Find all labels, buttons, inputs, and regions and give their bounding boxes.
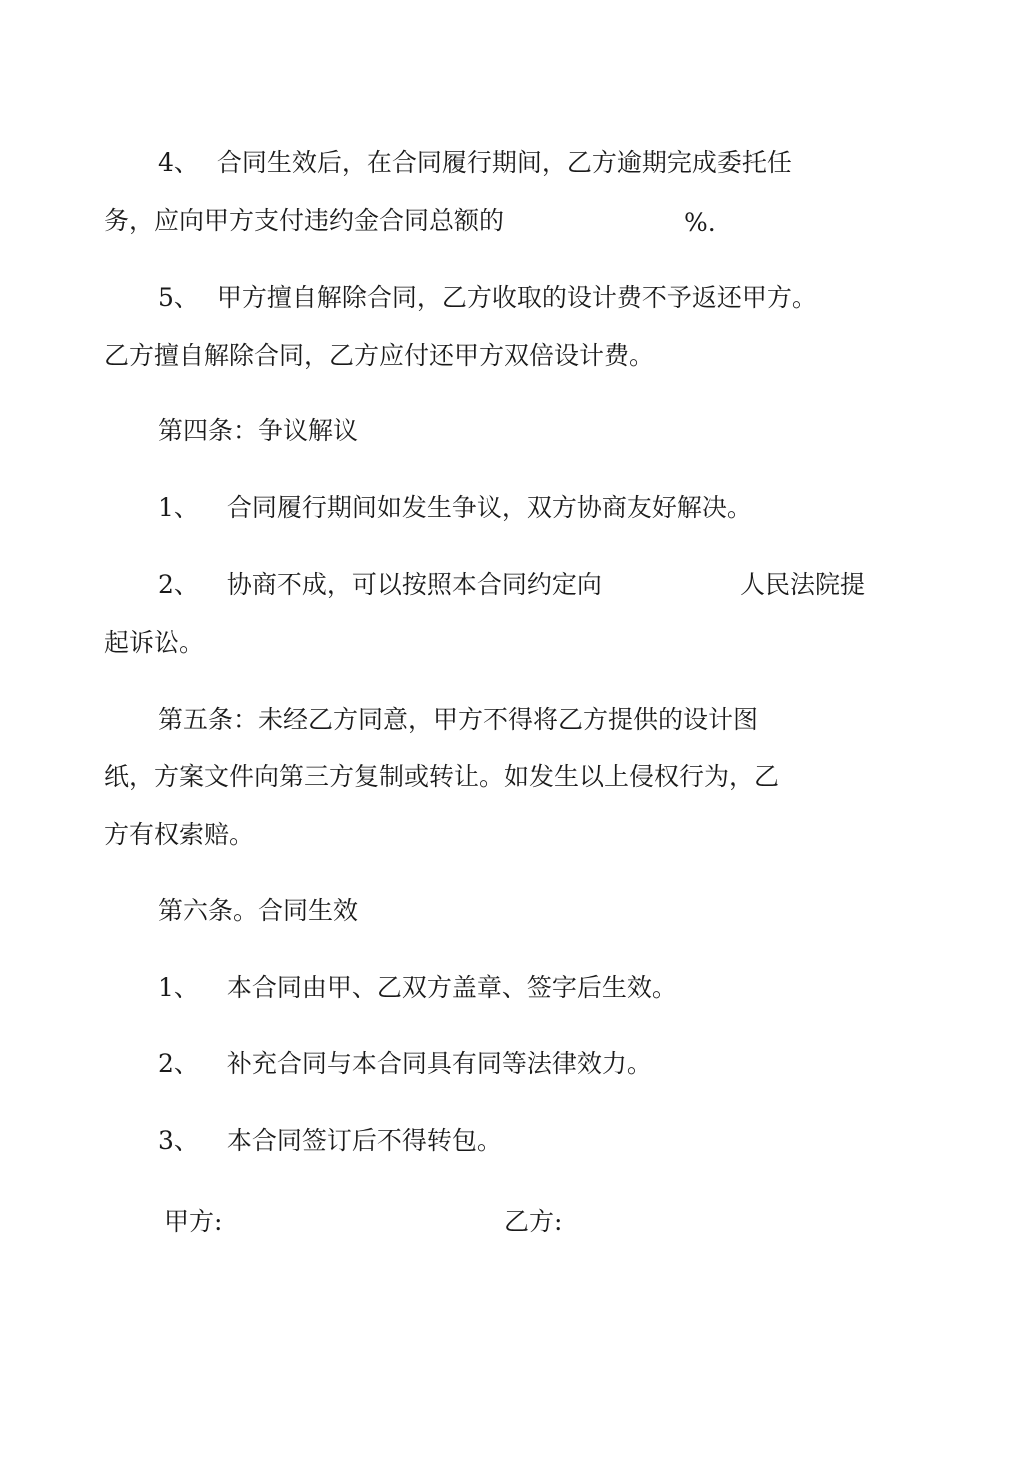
article-6-item-3-text: 本合同签订后不得转包。: [226, 1126, 502, 1155]
article-6-item-1: [158, 975, 677, 1000]
clause-4-text-2: 务，应向甲方支付违约金合同总额的: [104, 206, 505, 235]
clause-4-percent: %.: [684, 208, 716, 237]
clause-4-line-1: [158, 150, 792, 175]
clause-5-line-2: 乙方擅自解除合同，乙方应付还甲方双倍设计费。: [104, 341, 655, 370]
article-6-item-2-text: 补充合同与本合同具有同等法律效力。: [226, 1049, 652, 1078]
clause-5-line-1: [158, 285, 817, 310]
clause-4-text-1: 合同生效后，在合同履行期间，乙方逾期完成委托任: [216, 148, 792, 177]
article-4-heading: 第四条：争议解议: [158, 416, 359, 445]
article-6-item-1-text: 本合同由甲、乙双方盖章、签字后生效。: [226, 973, 677, 1002]
party-b-signature-label: 乙方:: [504, 1207, 563, 1236]
article-4-item-2-number: 2、: [158, 570, 199, 599]
clause-4-line-2: [104, 208, 504, 233]
article-5-line-2: 纸，方案文件向第三方复制或转让。如发生以上侵权行为，乙: [104, 762, 780, 791]
article-4-item-1-text: 合同履行期间如发生争议，双方协商友好解决。: [226, 493, 752, 522]
article-6-item-3: [158, 1128, 502, 1153]
article-4-item-2-continued: 起诉讼。: [104, 628, 205, 657]
article-5-line-3: 方有权索赔。: [104, 820, 255, 849]
article-6-item-2-number: 2、: [158, 1049, 199, 1078]
article-4-item-2: [158, 572, 602, 597]
clause-5-text-1: 甲方擅自解除合同，乙方收取的设计费不予返还甲方。: [216, 283, 817, 312]
article-6-heading: 第六条。合同生效: [158, 896, 359, 925]
article-6-item-3-number: 3、: [158, 1126, 199, 1155]
clause-5-number: 5、: [158, 283, 199, 312]
article-6-item-2: [158, 1051, 652, 1076]
article-4-item-1: [158, 495, 752, 520]
article-4-item-1-number: 1、: [158, 493, 199, 522]
article-4-item-2-text: 协商不成，可以按照本合同约定向: [226, 570, 602, 599]
article-5-line-1: 第五条：未经乙方同意，甲方不得将乙方提供的设计图: [158, 705, 759, 734]
article-6-item-1-number: 1、: [158, 973, 199, 1002]
party-a-signature-label: 甲方:: [164, 1207, 223, 1236]
article-4-item-2-court: 人民法院提: [740, 570, 866, 599]
clause-4-number: 4、: [158, 148, 199, 177]
